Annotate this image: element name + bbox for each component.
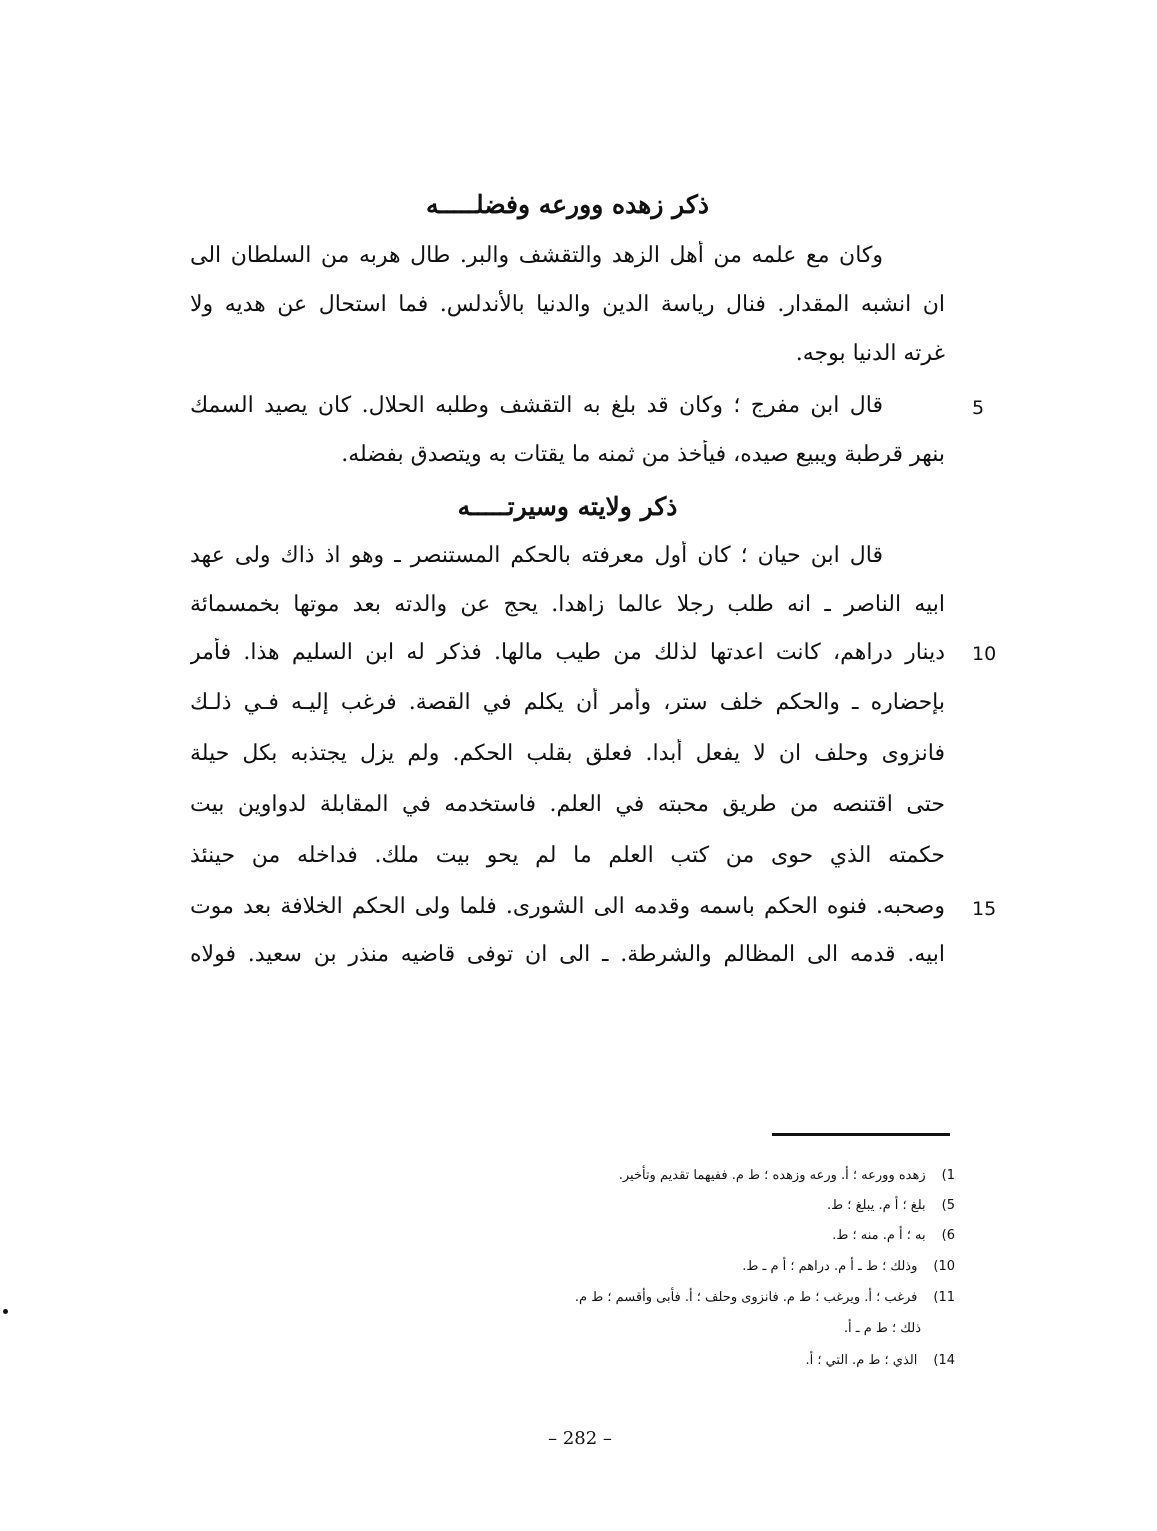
footnote-text: زهده وورعه ؛ أ. ورعه وزهده ؛ ط م. ففيهما تقديم وتأخير. — [618, 1168, 926, 1183]
footnote-number: 10) — [933, 1259, 955, 1274]
footnote — [470, 1168, 955, 1185]
text-line: ان انشبه المقدار. فنال رياسة الدين والدنيا بالأندلس. فما استحال عن هديه ولا — [190, 292, 945, 317]
text-line: قال ابن حيان ؛ كان أول معرفته بالحكم المستنصر ـ وهو اذ ذاك ولى عهد — [190, 543, 883, 568]
text-line: ابيه الناصر ـ انه طلب رجلا عالما زاهدا. يحج عن والدته بعد موتها بخمسمائة — [190, 592, 945, 617]
text-line: وكان مع علمه من أهل الزهد والتقشف والبر. طال هربه من السلطان الى — [190, 243, 883, 268]
footnote — [470, 1353, 955, 1370]
line-number: 10 — [972, 643, 997, 665]
section-heading-asceticism: ذكر زهده وورعه وفضلـــــه — [426, 190, 709, 219]
section-heading-governance: ذكر ولايته وسيرتـــــه — [457, 492, 678, 521]
footnote-text: به ؛ أ م. منه ؛ ط. — [832, 1228, 926, 1243]
footnote — [470, 1259, 955, 1276]
footnote-number: 6) — [941, 1228, 955, 1243]
text-line: وصحبه. فنوه الحكم باسمه وقدمه الى الشورى. فلما ولى الحكم الخلافة بعد موت — [190, 894, 945, 919]
line-number: 15 — [972, 898, 997, 920]
footnote-number: 1) — [941, 1168, 955, 1183]
footnote-number: 5) — [941, 1198, 955, 1213]
footnote-text: الذي ؛ ط م. التي ؛ أ. — [805, 1353, 918, 1368]
footnote — [470, 1228, 955, 1245]
footnote-text: فرغب ؛ أ. ويرغب ؛ ط م. فانزوى وحلف ؛ أ. فأبى وأقسم ؛ ط م. — [574, 1290, 918, 1305]
footnote — [470, 1290, 955, 1307]
footnote-text: وذلك ؛ ط ـ أ م. دراهم ؛ أ م ـ ط. — [742, 1259, 918, 1274]
text-line: ابيه. قدمه الى المظالم والشرطة. ـ الى ان توفى قاضيه منذر بن سعيد. فولاه — [190, 942, 945, 967]
scan-speck — [3, 1309, 8, 1314]
footnote-continuation — [470, 1321, 955, 1338]
footnote-separator — [772, 1133, 950, 1136]
footnote-text: بلغ ؛ أ م. يبلغ ؛ ط. — [827, 1198, 926, 1213]
text-line: بإحضاره ـ والحكم خلف ستر، وأمر أن يكلم في القصة. فرغب إليـه فـي ذلـك — [190, 690, 945, 715]
text-line: غرته الدنيا بوجه. — [795, 341, 945, 366]
footnote-text: ذلك ؛ ط م ـ أ. — [843, 1321, 921, 1336]
line-number: 5 — [972, 397, 985, 419]
footnote — [470, 1198, 955, 1215]
text-line: فانزوى وحلف ان لا يفعل أبدا. فعلق بقلب الحكم. ولم يزل يجتذبه بكل حيلة — [190, 741, 945, 766]
page-number: – 282 – — [548, 1428, 612, 1449]
text-line: قال ابن مفرج ؛ وكان قد بلغ به التقشف وطلبه الحلال. كان يصيد السمك — [190, 393, 883, 418]
footnote-number: 14) — [933, 1353, 955, 1368]
text-line: دينار دراهم، كانت اعدتها لذلك من طيب مالها. فذكر له ابن السليم هذا. فأمر — [190, 640, 945, 665]
text-line: حتى اقتنصه من طريق محبته في العلم. فاستخدمه في المقابلة لدواوين بيت — [190, 792, 945, 817]
footnote-number: 11) — [933, 1290, 955, 1305]
text-line: حكمته الذي حوى من كتب العلم ما لم يحو بيت ملك. فداخله من حينئذ — [190, 843, 945, 868]
text-line: بنهر قرطبة ويبيع صيده، فيأخذ من ثمنه ما يقتات به ويتصدق بفضله. — [341, 442, 945, 467]
